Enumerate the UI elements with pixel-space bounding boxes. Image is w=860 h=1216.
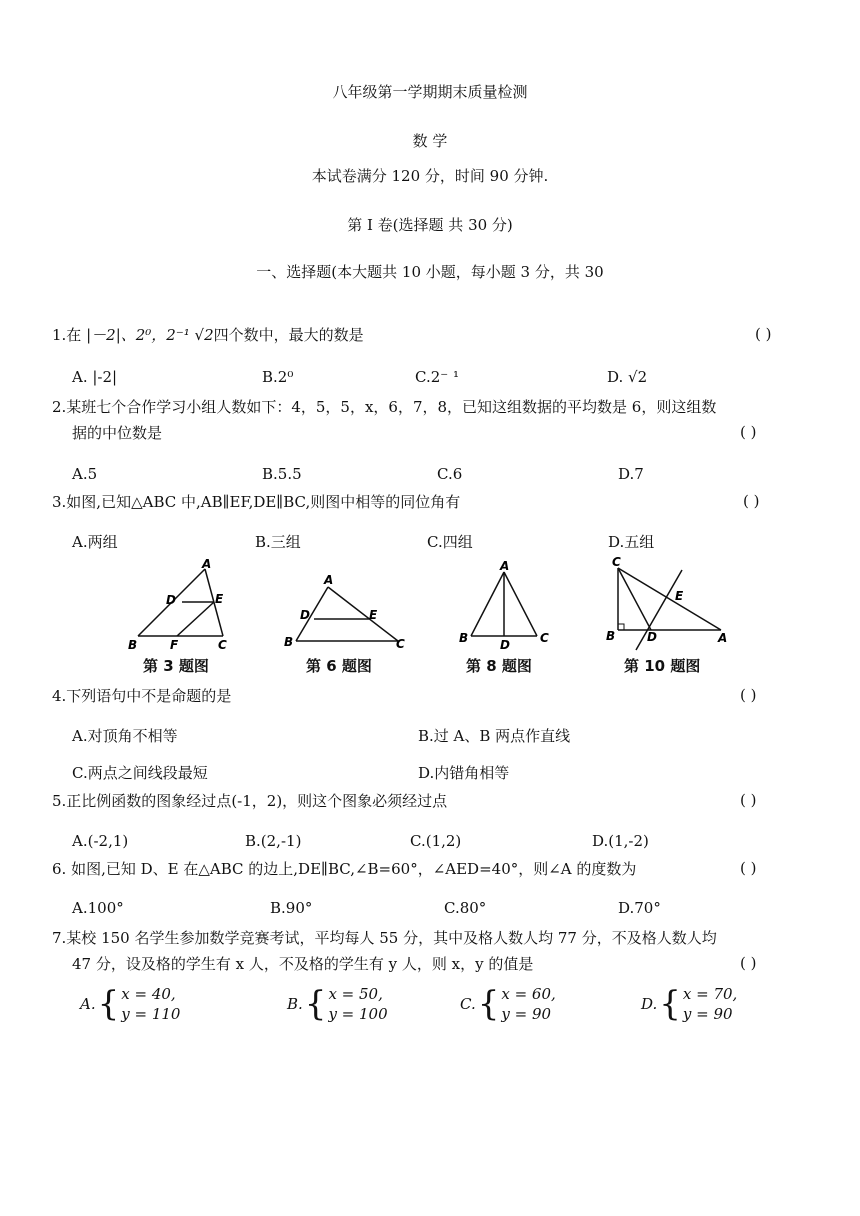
q3-option-b: B.三组 [255,533,301,551]
fig10-label-a: A [718,631,728,645]
question-4-stem: 4.下列语句中不是命题的是 [52,687,232,705]
q3-option-a: A.两组 [72,533,118,551]
q1-option-c: C.2⁻ ¹ [415,368,459,386]
figure-3-caption: 第 3 题图 [143,657,209,675]
q2-option-a: A.5 [72,465,98,483]
figure-8-caption: 第 8 题图 [466,657,532,675]
q1-option-a: A. |-2| [72,368,118,386]
fig8-label-c: C [540,631,549,645]
fig6-label-b: B [284,635,294,649]
question-7-line1: 7.某校 150 名学生参加数学竞赛考试，平均每人 55 分，其中及格人数人均 77 分，不及格人数人均 [52,929,717,947]
question-6-stem: 6. 如图,已知 D、E 在△ABC 的边上,DE∥BC,∠B=60°，∠AED=40°，则∠A 的度数为 [52,860,637,878]
fig6-label-a: A [324,573,334,587]
fig10-label-b: B [606,629,616,643]
q1-option-d: D. √2 [607,368,648,386]
q5-option-c: C.(1,2) [410,832,462,850]
fig8-label-a: A [500,559,510,573]
figure-6-caption: 第 6 题图 [306,657,372,675]
exam-title: 八年级第一学期期末质量检测 [332,83,528,101]
exam-info: 本试卷满分 120 分，时间 90 分钟. [311,167,549,185]
figure-10 [618,568,721,650]
q2-option-b: B.5.5 [262,465,302,483]
fig8-label-d: D [500,638,510,652]
answer-paren[interactable]: ( ) [740,859,757,877]
geometry-figures [120,556,740,656]
question-5-stem: 5.正比例函数的图象经过点(-1，2)，则这个图象必须经过点 [52,792,448,810]
fig3-label-b: B [128,638,138,652]
fig10-label-c: C [612,556,621,569]
q7-option-d: D. { x = 70, y = 90 [641,984,738,1024]
fig10-label-d: D [647,630,657,644]
answer-paren[interactable]: ( ) [740,686,757,704]
answer-paren[interactable]: ( ) [740,791,757,809]
question-2-line1: 2.某班七个合作学习小组人数如下：4，5，5，x，6，7，8，已知这组数据的平均数是 6，则这组数 [52,398,717,416]
q4-option-d: D.内错角相等 [418,764,510,782]
fig6-label-e: E [369,608,378,622]
part-title: 第 I 卷(选择题 共 30 分) [347,216,513,234]
q6-option-d: D.70° [618,899,661,917]
q1-option-b: B.2⁰ [262,368,294,386]
q6-option-a: A.100° [72,899,124,917]
fig8-label-b: B [459,631,469,645]
fig3-label-f: F [170,638,179,652]
q4-option-b: B.过 A、B 两点作直线 [418,727,571,745]
fig3-label-d: D [166,593,176,607]
q6-option-c: C.80° [444,899,487,917]
q4-option-a: A.对顶角不相等 [72,727,178,745]
figure-8 [471,572,537,636]
section-title: 一、选择题(本大题共 10 小题，每小题 3 分，共 30 [256,263,604,281]
figure-10-caption: 第 10 题图 [624,657,701,675]
q6-option-b: B.90° [270,899,313,917]
fig6-label-d: D [300,608,310,622]
q2-option-c: C.6 [437,465,463,483]
subject-title: 数 学 [412,132,448,150]
figure-3 [138,569,223,636]
fig3-label-c: C [218,638,227,652]
fig10-label-e: E [675,589,684,603]
q7-option-b: B. { x = 50, y = 100 [287,984,388,1024]
question-1-stem: 1.在 |－2|、2⁰，2⁻¹ √2四个数中，最大的数是 [52,326,364,344]
q3-option-d: D.五组 [608,533,655,551]
question-3-stem: 3.如图,已知△ABC 中,AB∥EF,DE∥BC,则图中相等的同位角有 [52,493,461,511]
q4-option-c: C.两点之间线段最短 [72,764,208,782]
q5-option-d: D.(1,-2) [592,832,649,850]
fig3-label-a: A [202,557,212,571]
fig6-label-c: C [396,637,405,651]
answer-paren[interactable]: ( ) [740,954,757,972]
answer-paren[interactable]: ( ) [755,325,772,343]
q2-option-d: D.7 [618,465,644,483]
fig3-label-e: E [215,592,224,606]
question-7-line2: 47 分，设及格的学生有 x 人，不及格的学生有 y 人，则 x，y 的值是 [72,955,534,973]
question-2-line2: 据的中位数是 [72,424,163,442]
q5-option-b: B.(2,-1) [245,832,302,850]
q7-option-c: C. { x = 60, y = 90 [460,984,556,1024]
answer-paren[interactable]: ( ) [743,492,760,510]
q5-option-a: A.(-2,1) [72,832,129,850]
q3-option-c: C.四组 [427,533,473,551]
q7-option-a: A. { x = 40, y = 110 [80,984,181,1024]
figure-6 [296,587,398,641]
answer-paren[interactable]: ( ) [740,423,757,441]
